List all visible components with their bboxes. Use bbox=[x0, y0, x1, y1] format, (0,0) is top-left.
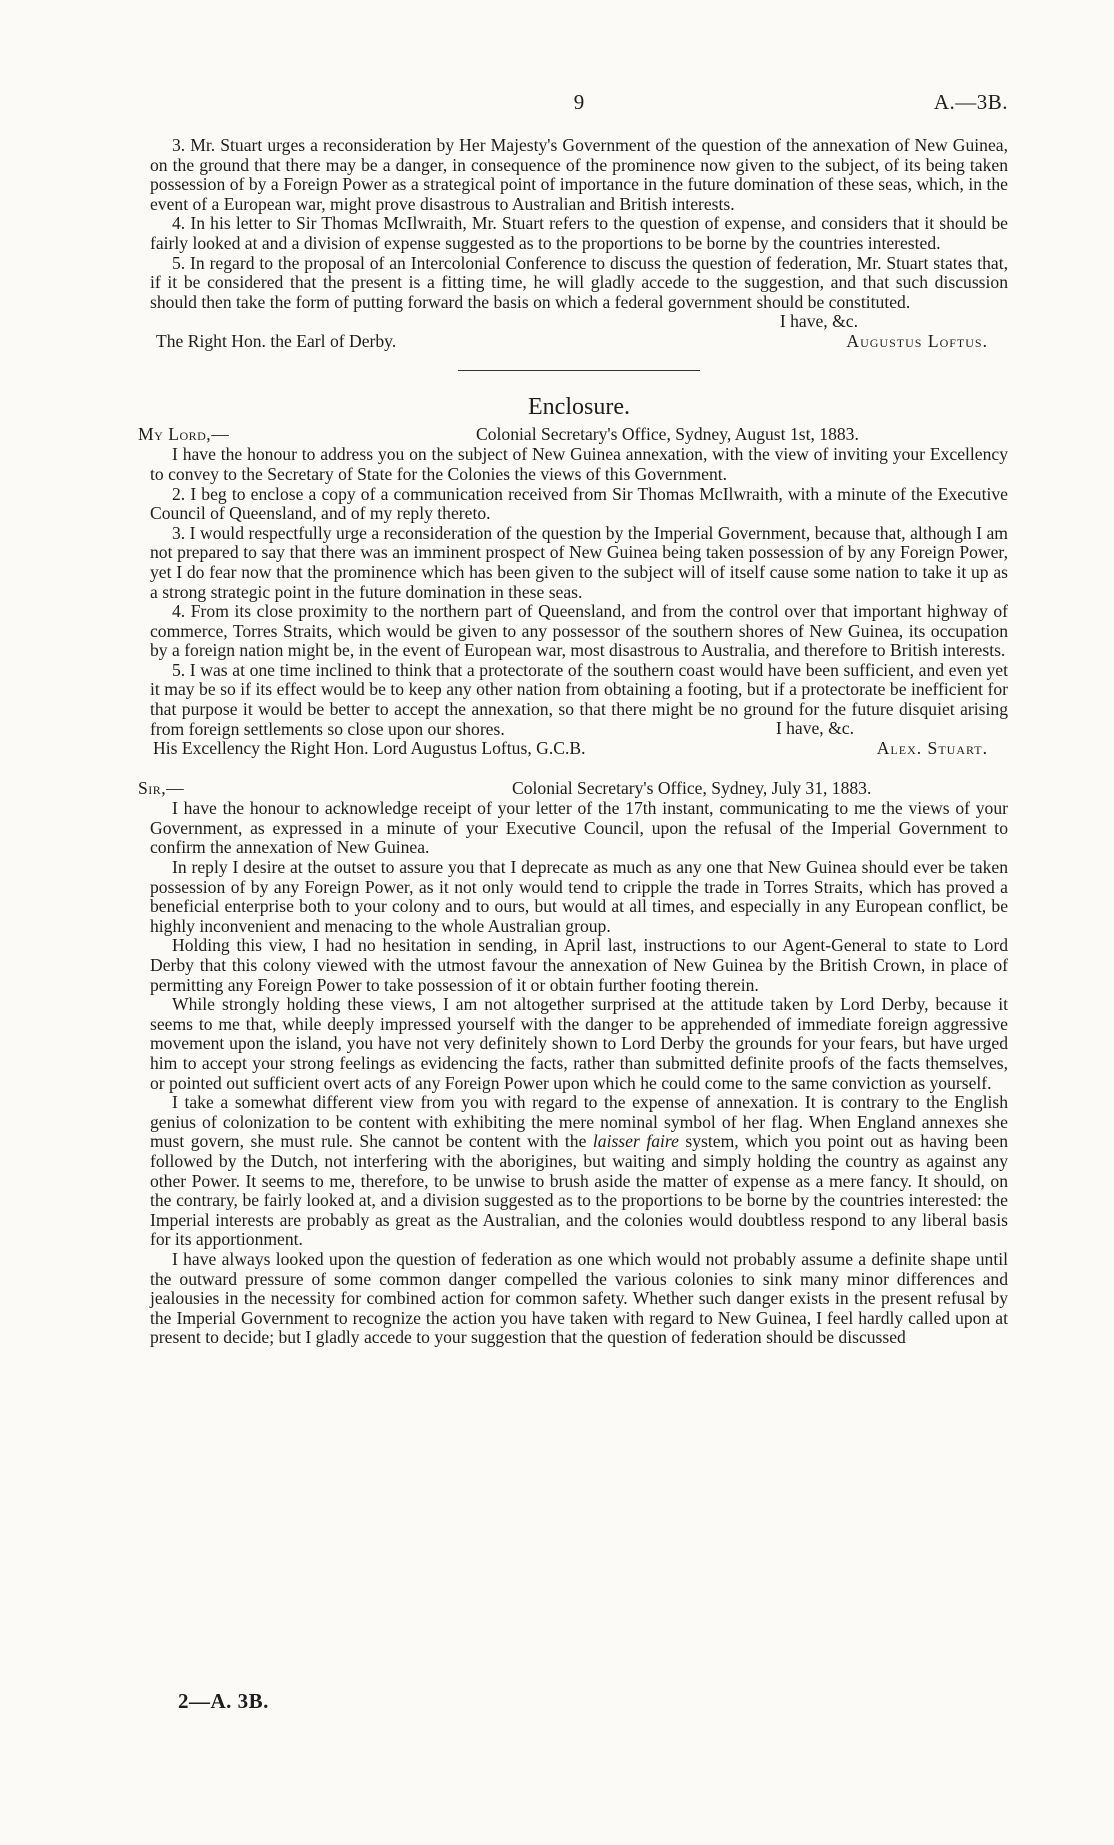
signature-mark: 2—A. 3B. bbox=[178, 1689, 269, 1713]
letter-paragraph-3: Holding this view, I had no hesitation in sending, in April last, instructions to our Agent-General to state to Lord Derby that this colony viewed with the utmost favour the annexation of New Guinea by the British Crown, in place of permitting any Foreign Power to take possession of it or obtain further footing therein. bbox=[150, 935, 1008, 995]
enclosure-section bbox=[138, 393, 1008, 761]
enclosure-paragraph-5-block bbox=[150, 661, 1008, 739]
enclosure-paragraph-5: 5. I was at one time inclined to think that a protectorate of the southern coast would have been sufficient, and even yet it may be so if its effect would be to keep any other nation from obtaining a footing, but if a protectorate be inefficient for that purpose it would be better to accept the annexation, so that there might be no ground for the future disquiet arising from foreign settlements so close upon our shores. bbox=[150, 659, 1008, 739]
enclosure-paragraph-2: 2. I beg to enclose a copy of a communication received from Sir Thomas McIlwraith, with a minute of the Executive Council of Queensland, and of my reply thereto. bbox=[150, 483, 1008, 524]
despatch-section bbox=[150, 136, 1008, 352]
enclosure-salutation-line bbox=[138, 424, 1008, 445]
enclosure-signoff bbox=[150, 739, 1008, 761]
despatch-paragraph-5: 5. In regard to the proposal of an Intercolonial Conference to discuss the question of federation, Mr. Stuart states that, if it be considered that the present is a fitting time, he will gladly accede to the suggestion, and that such discussion should then take the form of putting forward the basis on which a federal government should be constituted. bbox=[150, 252, 1008, 312]
letter-paragraph-5-end: system, which you point out as having been followed by the Dutch, not interfering with the aborigines, but waiting and simply holding the country as against any other Power. It seems to me, therefore, to be unwise to brush aside the matter of expense as a mere fancy. It should, on the contrary, be fairly looked at, and a division suggested as to the proportions to be borne by the countries interested: the Imperial interests are probably as great as the Australian, and the colonies would doubtless respond to any liberal basis for its apportionment. bbox=[150, 1131, 1008, 1250]
letter-dateline: Colonial Secretary's Office, Sydney, July 31, 1883. bbox=[512, 778, 872, 799]
letter-salutation-line bbox=[138, 778, 1008, 799]
despatch-paragraph-3: 3. Mr. Stuart urges a reconsideration by Her Majesty's Government of the question of the annexation of New Guinea, on the ground that there may be a danger, in consequence of the prominence now given to the subject, of its being taken possession of by a Foreign Power as a strategical point of importance in the future domination of these seas, which, in the event of a European war, might prove disastrous to Australian and British interests. bbox=[150, 135, 1008, 214]
letter-paragraph-6: I have always looked upon the question of federation as one which would not probably assume a definite shape until the outward pressure of some common danger compelled the various colonies to sink many minor differences and jealousies in the necessity for combined action for common safety. Whether such danger exists in the present refusal by the Imperial Government to recognize the action you have taken with regard to New Guinea, I feel hardly called upon at present to decide; but I gladly accede to your suggestion that the question of federation should be discussed bbox=[150, 1248, 1008, 1348]
page-body bbox=[138, 135, 1008, 1348]
letter-section bbox=[138, 778, 1008, 1348]
letter-paragraph-5-start: I take a somewhat different view from you with regard to the expense of annexation. It is contrary to the English genius of colonization to be content with exhibiting the mere nominal symbol of her flag. When England annexes she must govern, she must rule. She cannot be content with the bbox=[150, 1092, 1008, 1152]
letter-salutation: Sir,— bbox=[138, 778, 185, 799]
letter-paragraph-4: While strongly holding these views, I am not altogether surprised at the attitude taken by Lord Derby, because it seems to me that, while deeply impressed yourself with the danger to be apprehended of immediate foreign aggressive movement upon the island, you have not very definitely shown to Lord Derby the grounds for your fears, but have urged him to accept your strong feelings as evidencing the facts, rather than submitted definite proofs of the facts themselves, or pointed out sufficient overt acts of any Foreign Power upon which he could come to the same conviction as yourself. bbox=[150, 994, 1008, 1093]
despatch-closing: I have, &c. bbox=[779, 311, 858, 332]
letter-paragraph-1: I have the honour to acknowledge receipt of your letter of the 17th instant, communicating to me the views of your Government, as expressed in a minute of your Executive Council, upon the refusal of the Imperial Government to confirm the annexation of New Guinea. bbox=[150, 798, 1008, 858]
letter-paragraph-5 bbox=[150, 1093, 1008, 1250]
section-divider bbox=[458, 370, 700, 371]
enclosure-paragraph-4: 4. From its close proximity to the northern part of Queensland, and from the control over that important highway of commerce, Torres Straits, which would be given to any possessor of the southern shores of New Guinea, its occupation by a foreign nation might be, in the event of European war, most disastrous to Australia, and therefore to British interests. bbox=[150, 601, 1008, 661]
despatch-addressee: The Right Hon. the Earl of Derby. bbox=[156, 331, 397, 352]
letter-paragraph-2: In reply I desire at the outset to assure you that I deprecate as much as any one that New Guinea should ever be taken possession of by any Foreign Power, as it not only would tend to cripple the trade in Torres Straits, which has proved a beneficial enterprise both to your colony and to ours, but would at all times, and especially in any European conflict, be highly inconvenient and menacing to the whole Australian group. bbox=[150, 857, 1008, 936]
page-header bbox=[150, 90, 1008, 120]
enclosure-signature: Alex. Stuart. bbox=[876, 738, 988, 759]
enclosure-paragraph-1: I have the honour to address you on the subject of New Guinea annexation, with the view of inviting your Excellency to convey to the Secretary of State for the Colonies the views of this Government. bbox=[150, 444, 1008, 484]
enclosure-paragraph-3: 3. I would respectfully urge a reconsideration of the question by the Imperial Government, because that, although I am not prepared to say that there was an imminent prospect of New Guinea being taken possession of by any Foreign Power, yet I do fear now that the prominence which has been given to the subject will of itself cause some nation to take it up as a strong strategic point in the future domination in these seas. bbox=[150, 522, 1008, 602]
laisser-faire-term: laisser faire bbox=[592, 1131, 679, 1152]
enclosure-salutation: My Lord,— bbox=[138, 424, 230, 445]
enclosure-addressee: His Excellency the Right Hon. Lord Augustus Loftus, G.C.B. bbox=[153, 738, 586, 759]
despatch-signoff bbox=[150, 312, 1008, 352]
section-gap bbox=[150, 761, 1008, 779]
enclosure-dateline: Colonial Secretary's Office, Sydney, August 1st, 1883. bbox=[476, 424, 859, 445]
enclosure-closing: I have, &c. bbox=[775, 718, 854, 739]
despatch-paragraph-4: 4. In his letter to Sir Thomas McIlwraith, Mr. Stuart refers to the question of expense, and considers that it should be fairly looked at and a division of expense suggested as to the proportions to be borne by the countries interested. bbox=[150, 213, 1008, 253]
enclosure-title: Enclosure. bbox=[528, 394, 630, 421]
despatch-signature: Augustus Loftus. bbox=[846, 331, 988, 352]
document-reference: A.—3B. bbox=[933, 90, 1008, 114]
page-number: 9 bbox=[573, 90, 585, 114]
